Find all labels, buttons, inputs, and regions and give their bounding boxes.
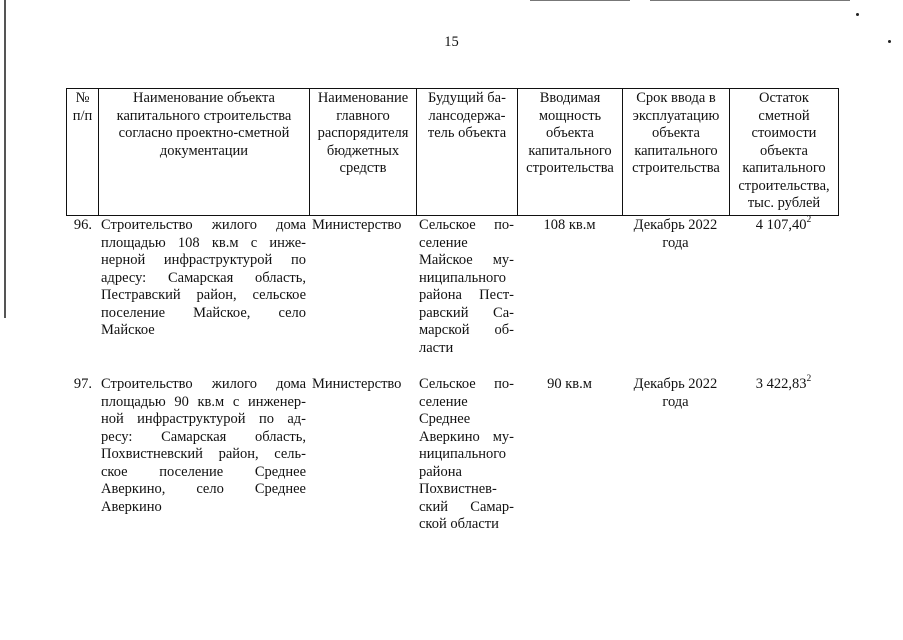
row-cost-footnote: 2 [806, 215, 812, 226]
row-object-name: Строительство жилого дома площадью 108 кв.м с инже-нерной инфраструктурой по адресу: Самарская область, Пестравский район, сельское поселение Майское, село Майское [101, 217, 306, 338]
row-manager: Министерство [312, 217, 402, 233]
row-cost [729, 375, 838, 534]
row-num: 96. [73, 217, 92, 233]
header-holder: Будущий ба-лансодержа-тель объекта [417, 89, 518, 216]
row-cost [729, 216, 838, 357]
row-manager: Министерство [312, 376, 402, 392]
table-row [66, 216, 838, 357]
row-holder: Сельское по-селение Среднее Аверкино му-ниципального района Похвистнев-ский Самар-ской области [419, 376, 514, 532]
scan-top-rule [530, 0, 630, 1]
row-cost-value: 3 422,83 [755, 376, 807, 392]
row-capacity: 108 кв.м [543, 217, 596, 233]
row-num: 97. [73, 376, 92, 392]
table-row [66, 375, 838, 534]
header-term: Срок ввода в эксплуатацию объекта капитального строительства [623, 89, 730, 216]
header-num: № п/п [67, 89, 99, 216]
scan-speck [856, 13, 859, 16]
row-holder: Сельское по-селение Майское му-ниципального района Пест-равский Са-марской об-ласти [419, 217, 514, 356]
page-number: 15 [444, 34, 459, 50]
table-body [66, 216, 838, 534]
scan-top-rule [650, 0, 850, 1]
row-term: Декабрь 2022 года [633, 217, 718, 251]
row-cost-footnote: 2 [806, 374, 812, 385]
header-cost: Остаток сметной стоимости объекта капитального строительства, тыс. рублей [730, 89, 839, 216]
row-spacer [66, 357, 838, 375]
header-row [67, 89, 839, 216]
row-object-name: Строительство жилого дома площадью 90 кв.м с инженер-ной инфраструктурой по ад-ресу: Самарская область, Похвистневский район, сель-ское поселение Среднее Аверкино, село Среднее Аверкино [101, 376, 306, 515]
row-term: Декабрь 2022 года [633, 376, 718, 410]
header-manager: Наименование главного распорядителя бюджетных средств [310, 89, 417, 216]
table-header [66, 88, 839, 216]
row-cost-value: 4 107,40 [755, 217, 807, 233]
header-name: Наименование объекта капитального строительства согласно проектно-сметной документации [99, 89, 310, 216]
row-capacity: 90 кв.м [547, 376, 592, 392]
header-capacity: Вводимая мощность объекта капитального строительства [518, 89, 623, 216]
